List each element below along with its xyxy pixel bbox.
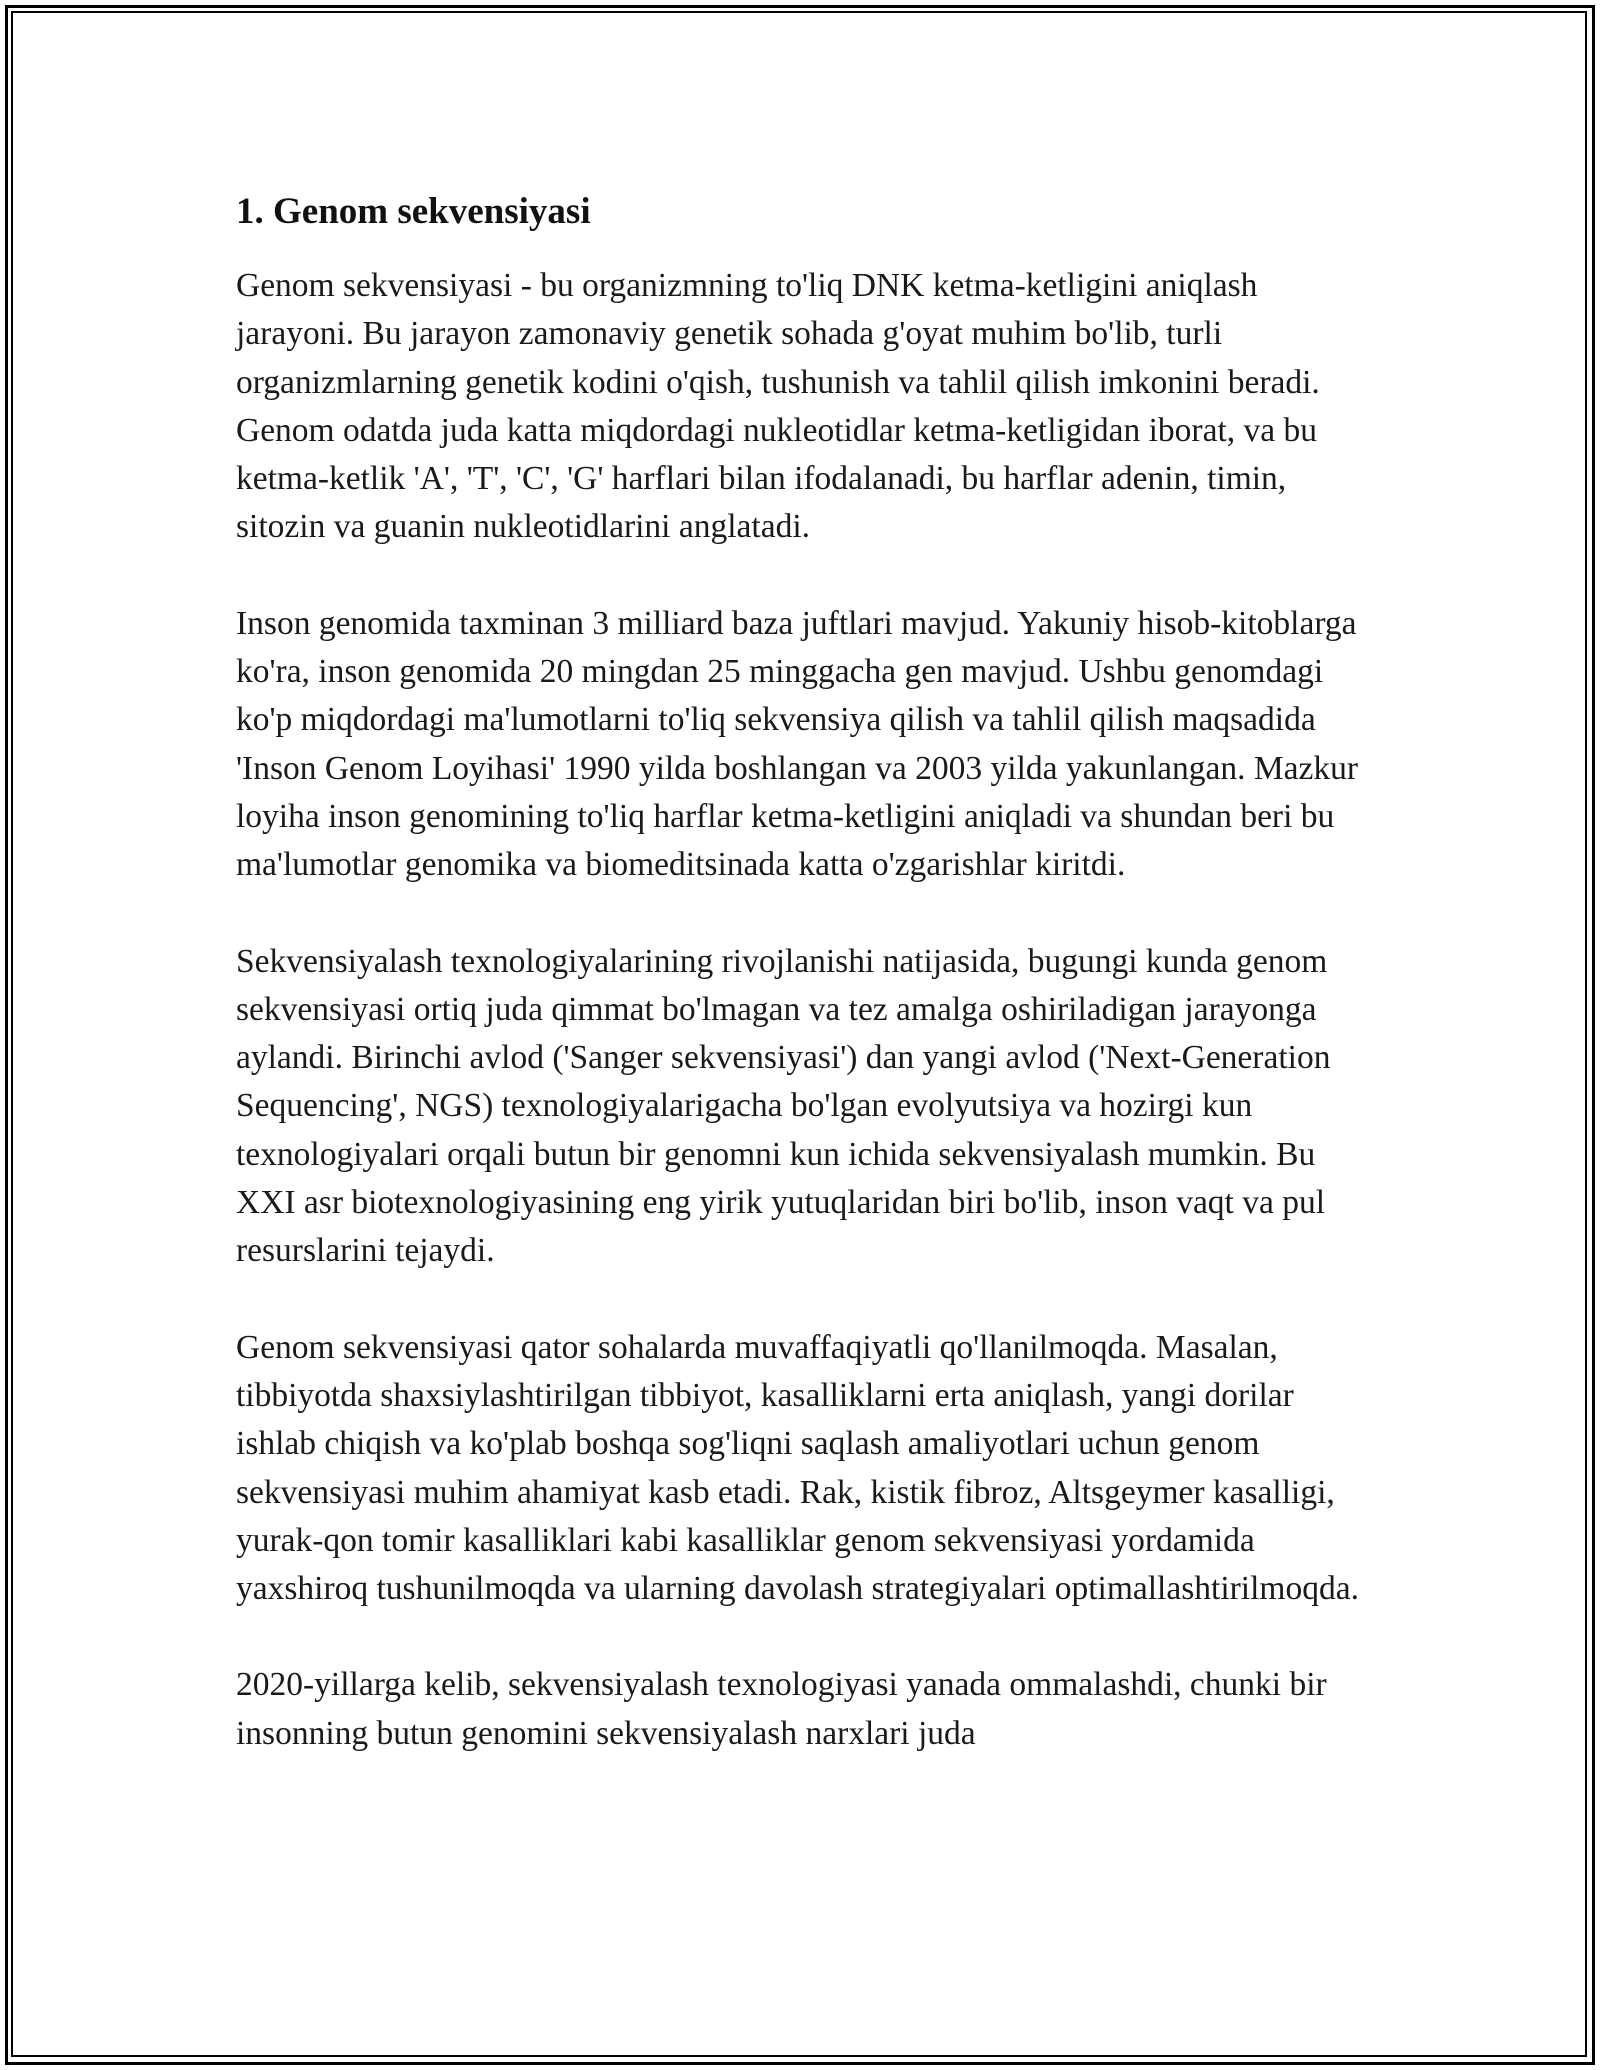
paragraph-5: 2020-yillarga kelib, sekvensiyalash texnologiyasi yanada ommalashdi, chunki bir insonning butun genomini sekvensiyalash narxlari juda	[236, 1666, 1327, 1752]
section-heading: 1. Genom sekvensiyasi	[236, 191, 591, 232]
paragraph-1: Genom sekvensiyasi - bu organizmning to'liq DNK ketma-ketligini aniqlash jarayoni. Bu jarayon zamonaviy genetik sohada g'oyat muhim bo'lib, turli organizmlarning genetik kodini o'qish, tushunish va tahlil qilish imkonini beradi. Genom odatda juda katta miqdordagi nukleotidlar ketma-ketligidan iborat, va bu ketma-ketlik 'A', 'T', 'C', 'G' harflari bilan ifodalanadi, bu harflar adenin, timin, sitozin va guanin nukleotidlarini anglatadi.	[236, 267, 1320, 546]
document-page	[236, 188, 1376, 1806]
paragraph-3: Sekvensiyalash texnologiyalarining rivojlanishi natijasida, bugungi kunda genom sekvensiyasi ortiq juda qimmat bo'lmagan va tez amalga oshiriladigan jarayonga aylandi. Birinchi avlod ('Sanger sekvensiyasi') dan yangi avlod ('Next-Generation Sequencing', NGS) texnologiyalarigacha bo'lgan evolyutsiya va hozirgi kun texnologiyalari orqali butun bir genomni kun ichida sekvensiyalash mumkin. Bu XXI asr biotexnologiyasining eng yirik yutuqlaridan biri bo'lib, inson vaqt va pul resurslarini tejaydi.	[236, 942, 1331, 1270]
paragraph-4: Genom sekvensiyasi qator sohalarda muvaffaqiyatli qo'llanilmoqda. Masalan, tibbiyotda shaxsiylashtirilgan tibbiyot, kasalliklarni erta aniqlash, yangi dorilar ishlab chiqish va ko'plab boshqa sog'liqni saqlash amaliyotlari uchun genom sekvensiyasi muhim ahamiyat kasb etadi. Rak, kistik fibroz, Altsgeymer kasalligi, yurak-qon tomir kasalliklari kabi kasalliklar genom sekvensiyasi yordamida yaxshiroq tushunilmoqda va ularning davolash strategiyalari optimallashtirilmoqda.	[236, 1328, 1359, 1608]
paragraph-2: Inson genomida taxminan 3 milliard baza juftlari mavjud. Yakuniy hisob-kitoblarga ko'ra, inson genomida 20 mingdan 25 minggacha gen mavjud. Ushbu genomdagi ko'p miqdordagi ma'lumotlarni to'liq sekvensiya qilish va tahlil qilish maqsadida 'Inson Genom Loyihasi' 1990 yilda boshlangan va 2003 yilda yakunlangan. Mazkur loyiha inson genomining to'liq harflar ketma-ketligini aniqladi va shundan beri bu ma'lumotlar genomika va biomeditsinada katta o'zgarishlar kiritdi.	[236, 604, 1359, 884]
